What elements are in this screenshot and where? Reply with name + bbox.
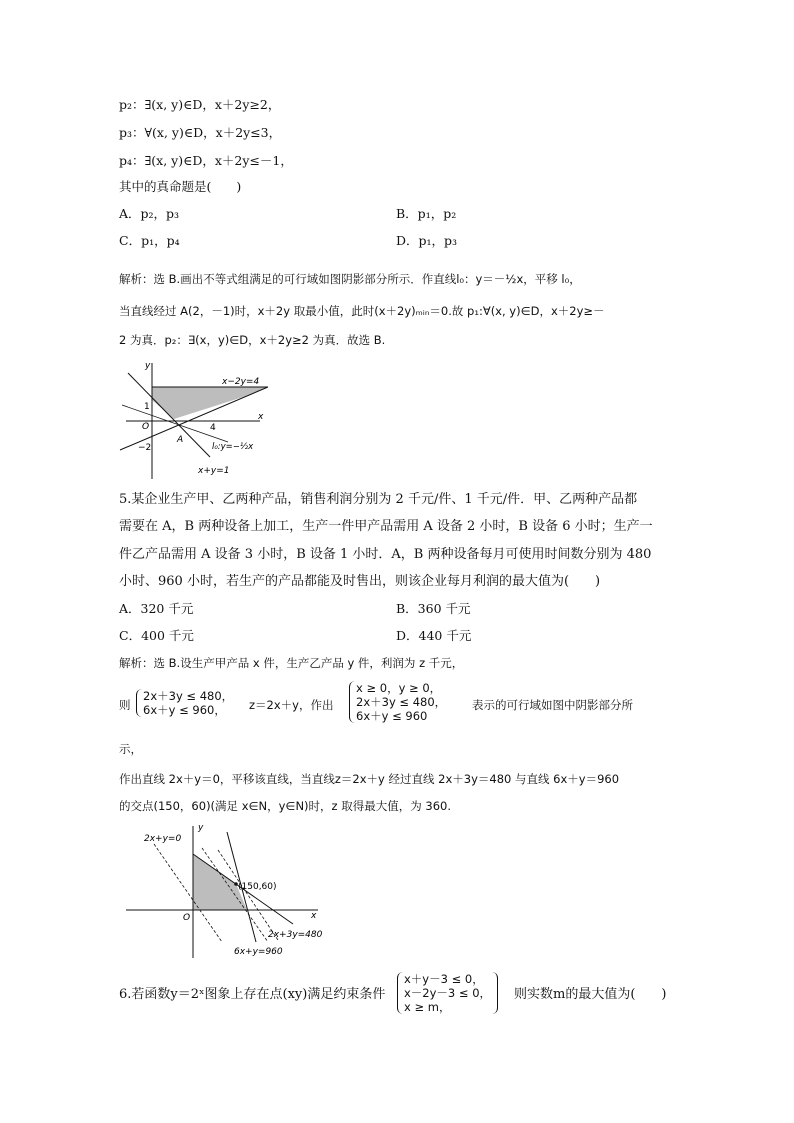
q5-solution-line-1: 解析：选 B.设生产甲产品 x 件，生产乙产品 y 件，利润为 z 千元， xyxy=(119,656,464,670)
option-c: C．p₁，p₄ xyxy=(119,233,180,248)
proposition-p3: p₃：∀(x, y)∈D，x＋2y≤3， xyxy=(119,125,282,140)
q6-constraint-3: x ≥ m， xyxy=(404,1000,451,1014)
q5-line-2: 需要在 A，B 两种设备上加工，生产一件甲产品需用 A 设备 2 小时，B 设备 6 小时；生产一 xyxy=(119,519,653,534)
option-b: B．p₁，p₂ xyxy=(396,206,457,221)
q5-system-2 xyxy=(356,681,446,723)
proposition-p2: p₂：∃(x, y)∈D，x＋2y≥2， xyxy=(119,97,281,112)
option-a: A．p₂，p₃ xyxy=(119,206,180,221)
q5-line-1: 5.某企业生产甲、乙两种产品，销售利润分别为 2 千元/件、1 千元/件．甲、乙两种产品都 xyxy=(119,492,638,507)
sys2-line-a: x ≥ 0，y ≥ 0， xyxy=(356,681,442,695)
line2-label: x+y=1 xyxy=(198,466,230,476)
q6-constraint-2: x－2y－3 ≤ 0， xyxy=(404,986,492,1000)
y-axis-label: y xyxy=(145,361,151,371)
tick-neg-2: −2 xyxy=(138,443,152,453)
q5-option-d: D．440 千元 xyxy=(396,628,472,643)
line0-label: 2x+y=0 xyxy=(144,834,182,844)
origin-label-2: O xyxy=(183,913,191,923)
q5-option-b: B．360 千元 xyxy=(396,601,471,616)
question-stem: 其中的真命题是( ) xyxy=(119,179,242,194)
point-a-label: A xyxy=(177,435,184,445)
q5-solution-mid: z＝2x＋y，作出 xyxy=(249,698,334,712)
sys1-line-a: 2x＋3y ≤ 480， xyxy=(143,689,234,703)
proposition-p4: p₄：∃(x, y)∈D，x＋2y≤－1， xyxy=(119,153,293,168)
q5-solution-line-3: 的交点(150，60)(满足 x∈N，y∈N)时，z 取得最大值，为 360. xyxy=(119,799,451,813)
sys2-line-c: 6x＋y ≤ 960 xyxy=(356,709,428,723)
tick-1: 1 xyxy=(144,402,150,412)
q5-line-3: 件乙产品需用 A 设备 3 小时，B 设备 1 小时．A，B 两种设备每月可使用时间数分别为 480 xyxy=(119,547,652,562)
lineB-label: 6x+y=960 xyxy=(234,947,283,957)
option-d: D．p₁，p₃ xyxy=(396,233,458,248)
sys2-line-b: 2x＋3y ≤ 480， xyxy=(356,695,447,709)
q5-solution-then: 则 xyxy=(119,698,131,712)
q6-constraint-system xyxy=(404,972,491,1014)
feasible-region-figure-1 xyxy=(118,357,278,482)
q5-system-1 xyxy=(143,689,233,717)
solution-line-3: 2 为真．p₂：∃(x，y)∈D，x＋2y≥2 为真．故选 B. xyxy=(119,333,386,347)
solution-line-2: 当直线经过 A(2，－1)时，x＋2y 取最小值，此时(x＋2y)ₘᵢₙ＝0.故 p₁:∀(x, y)∈D，x＋2y≥－ xyxy=(119,304,605,318)
q5-solution-tail: 表示的可行域如图中阴影部分所 xyxy=(472,698,633,712)
origin-label: O xyxy=(142,422,150,432)
q5-option-a: A．320 千元 xyxy=(119,601,194,616)
shaded-region xyxy=(152,387,268,419)
y-axis-label-2: y xyxy=(198,823,204,833)
tick-4: 4 xyxy=(210,423,216,433)
feasible-region-figure-2 xyxy=(118,818,328,962)
q6-constraint-1: x＋y－3 ≤ 0， xyxy=(404,972,484,986)
q6-prefix: 6.若函数y＝2ˣ图象上存在点(xy)满足约束条件 xyxy=(119,987,386,1002)
q5-option-c: C．400 千元 xyxy=(119,628,194,643)
l0-label: l₀:y=−½x xyxy=(212,442,254,452)
q5-solution-show: 示， xyxy=(119,742,142,756)
q6-suffix: 则实数m的最大值为( ) xyxy=(514,987,667,1002)
q5-solution-line-2: 作出直线 2x＋y＝0，平移该直线，当直线z＝2x＋y 经过直线 2x＋3y＝480 与直线 6x＋y＝960 xyxy=(119,772,620,786)
sys1-line-b: 6x＋y ≤ 960， xyxy=(143,703,226,717)
x-axis-label-2: x xyxy=(311,911,317,921)
line1-label: x−2y=4 xyxy=(222,377,260,387)
q5-line-4: 小时、960 小时，若生产的产品都能及时售出，则该企业每月利润的最大值为( ) xyxy=(119,574,601,589)
intersection-label: (150,60) xyxy=(238,882,277,892)
solution-line-1: 解析：选 B.画出不等式组满足的可行域如图阴影部分所示．作直线l₀：y＝－½x，平移 l₀， xyxy=(119,272,581,286)
x-axis-label: x xyxy=(258,412,264,422)
lineA-label: 2x+3y=480 xyxy=(268,930,323,940)
